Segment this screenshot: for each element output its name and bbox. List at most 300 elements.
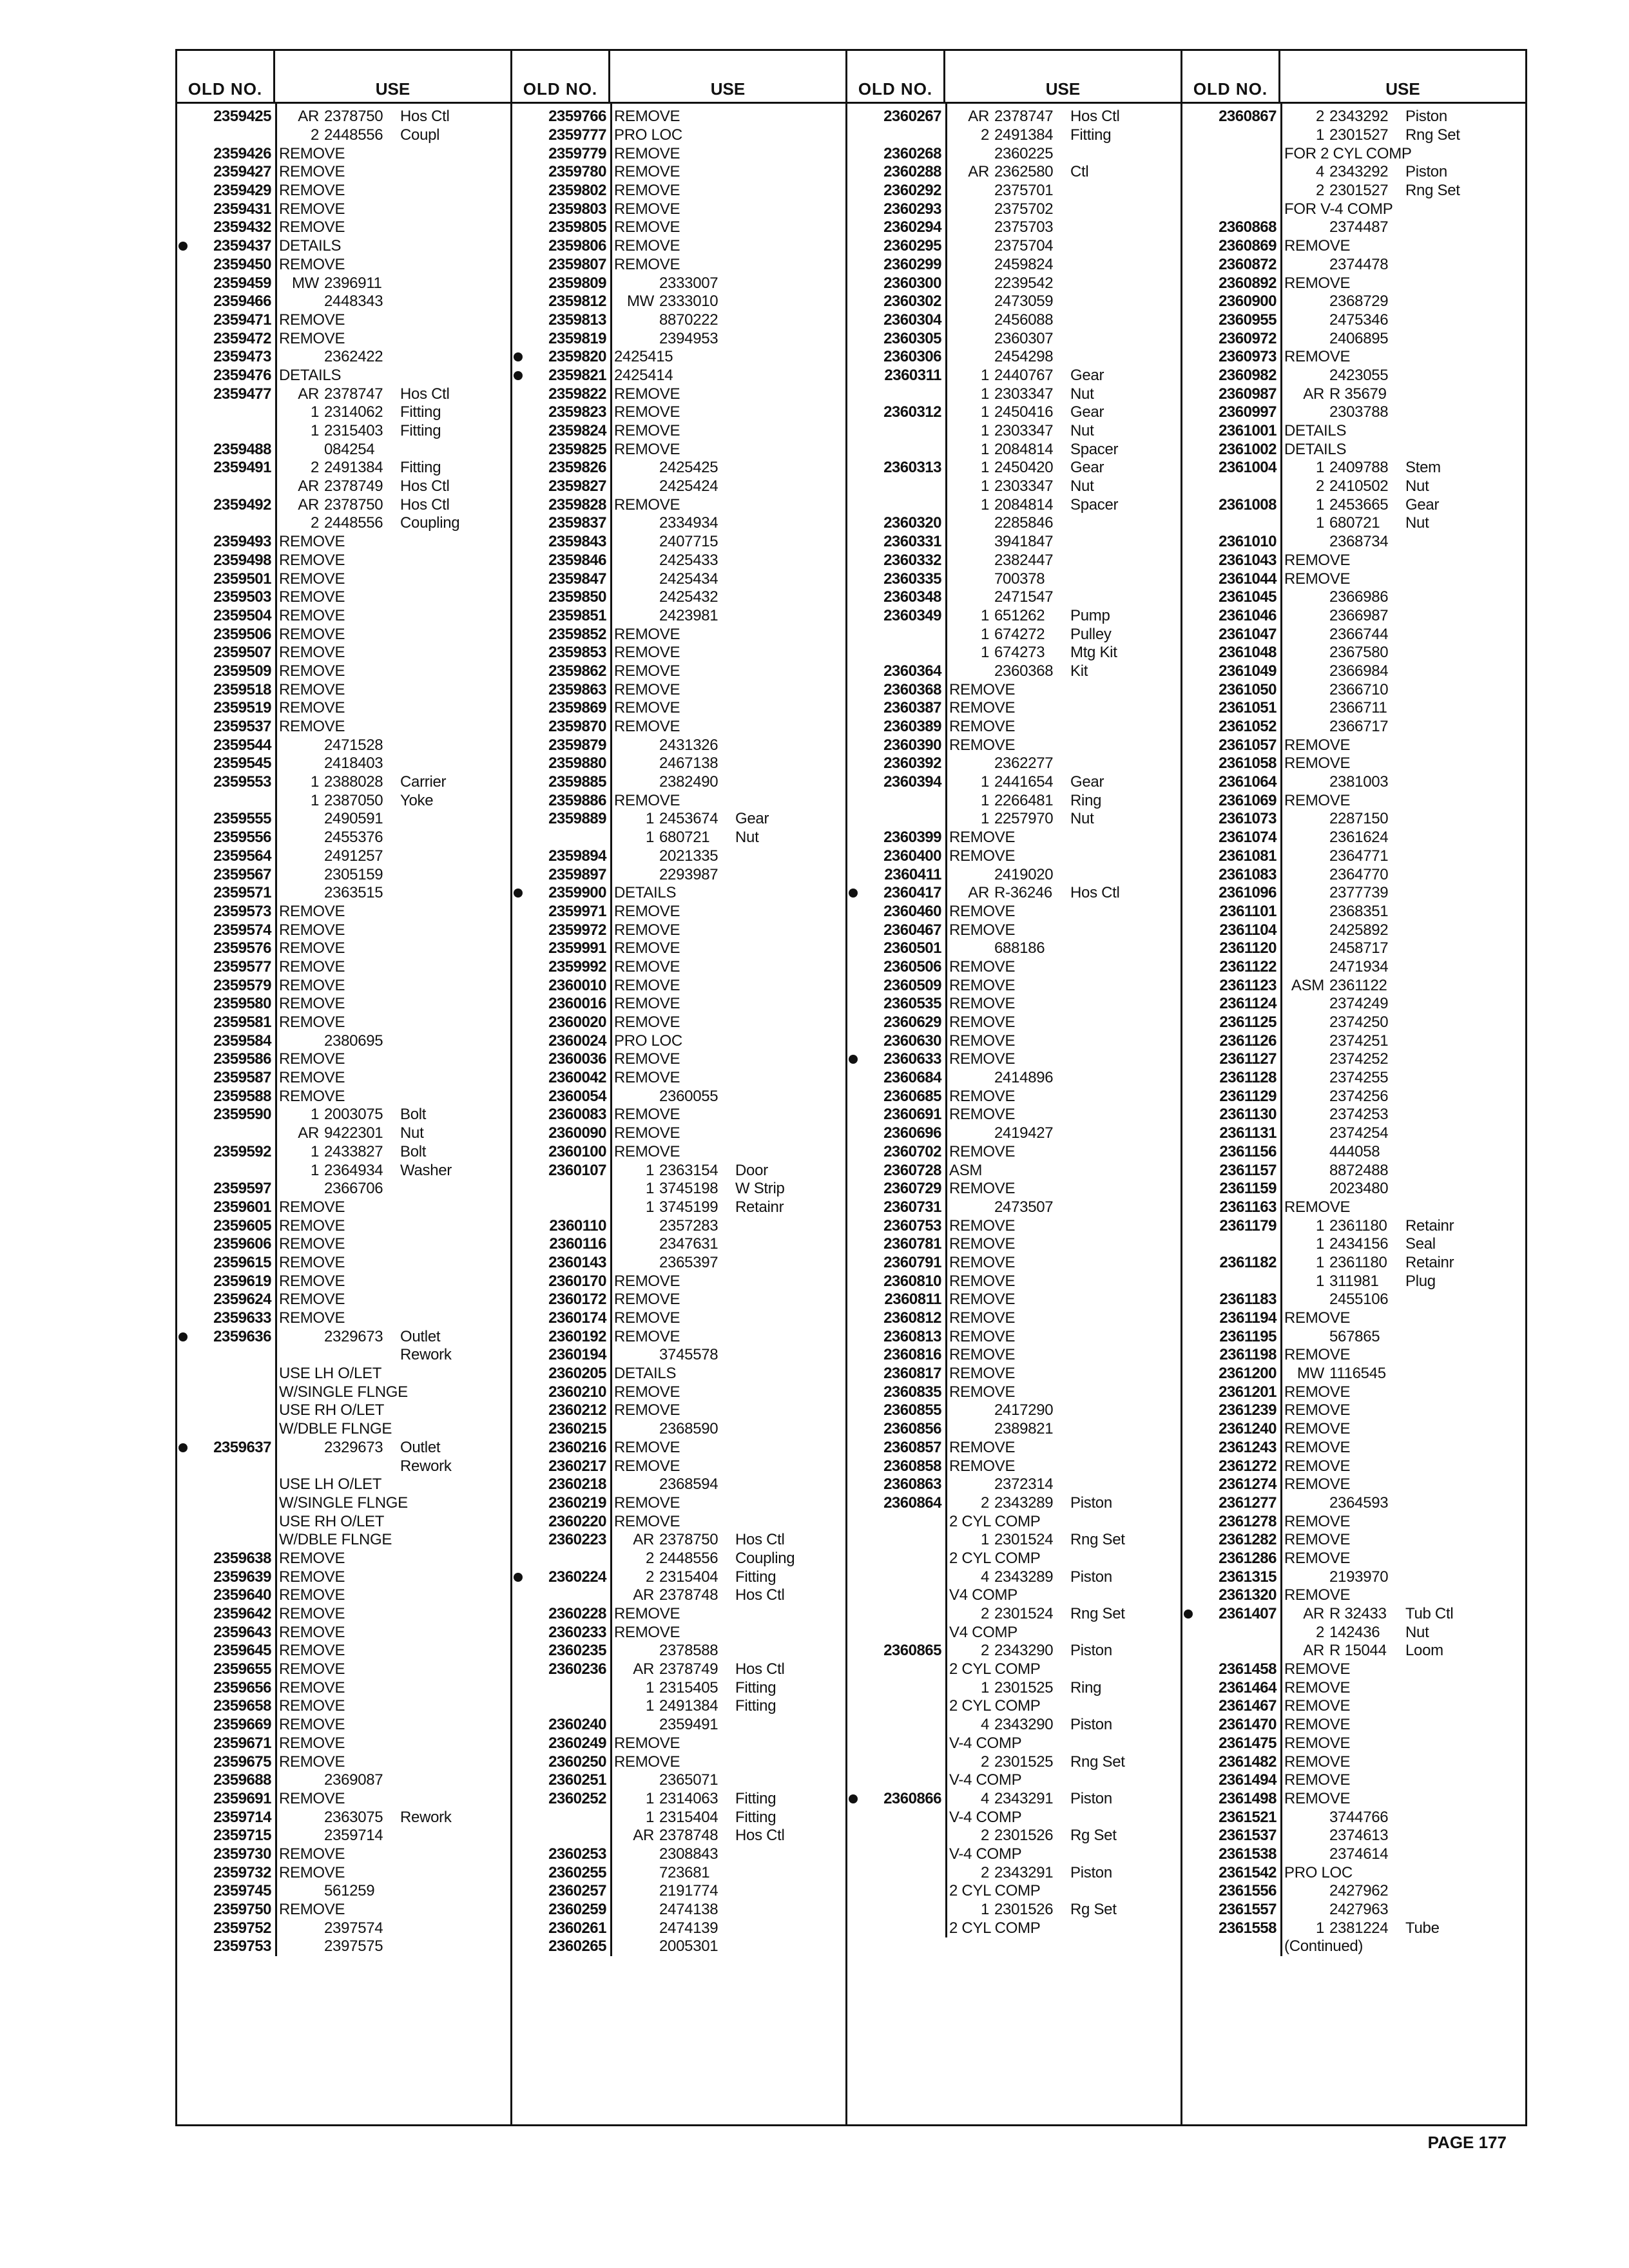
use-cell	[945, 182, 1181, 200]
part-number: 2285846	[994, 514, 1054, 532]
table-row	[512, 995, 845, 1014]
use-text: 2 CYL COMP	[949, 1660, 1041, 1678]
part-number: 311981	[1329, 1272, 1379, 1290]
part-number: 2431326	[659, 736, 718, 754]
table-row	[847, 718, 1181, 736]
use-cell	[275, 126, 510, 144]
bullet-icon	[514, 371, 523, 380]
quantity	[279, 1919, 324, 1937]
table-row	[512, 533, 845, 552]
part-number: 2361180	[1329, 1216, 1387, 1235]
old-number	[512, 145, 610, 163]
old-number-text: 2360684	[883, 1069, 941, 1087]
table-column-2	[512, 51, 847, 2124]
quantity	[949, 939, 994, 957]
part-number: 2301526	[994, 1901, 1054, 1919]
old-number	[512, 884, 610, 902]
use-cell	[1280, 1531, 1525, 1549]
old-number	[512, 1365, 610, 1383]
old-number	[177, 1273, 275, 1291]
table-row	[512, 1531, 845, 1550]
table-row	[512, 903, 845, 921]
part-number: 2315403	[324, 422, 383, 440]
use-text: REMOVE	[614, 1069, 680, 1087]
quantity	[279, 884, 324, 902]
table-row	[847, 1439, 1181, 1457]
part-number: 2359491	[659, 1716, 718, 1734]
table-row	[512, 144, 845, 163]
bullet-icon	[1184, 1610, 1193, 1619]
quantity: 1	[980, 625, 989, 643]
old-number	[177, 330, 275, 348]
part-number: 2084814	[994, 440, 1054, 458]
use-cell	[1280, 1771, 1525, 1789]
table-row	[1182, 976, 1525, 995]
table-row	[177, 1882, 510, 1901]
use-text: REMOVE	[614, 699, 680, 717]
old-number-text: 2361521	[1219, 1808, 1277, 1826]
use-cell	[945, 1790, 1181, 1808]
use-text: REMOVE	[949, 1087, 1016, 1105]
table-row	[1182, 182, 1525, 200]
part-description: Fitting	[735, 1678, 776, 1696]
old-number-text: 2360313	[883, 459, 941, 477]
part-number: 2378748	[659, 1827, 718, 1845]
old-number	[1182, 1716, 1280, 1734]
quantity	[1284, 1050, 1329, 1068]
table-row	[177, 144, 510, 163]
old-number	[512, 1790, 610, 1808]
use-cell	[945, 293, 1181, 311]
use-cell	[610, 903, 845, 921]
old-number-text: 2360973	[1219, 348, 1277, 366]
old-number	[1182, 1106, 1280, 1124]
table-row	[1182, 329, 1525, 348]
table-row	[847, 367, 1181, 385]
use-text: REMOVE	[614, 662, 680, 680]
use-text: 2425415	[614, 348, 673, 366]
old-number-text: 2361048	[1219, 644, 1277, 662]
table-row	[847, 1216, 1181, 1235]
old-number	[177, 1882, 275, 1900]
old-number	[177, 1309, 275, 1327]
quantity	[279, 1346, 324, 1364]
part-description: Outlet	[400, 1438, 441, 1456]
use-cell	[275, 348, 510, 366]
old-number-text: 2359501	[213, 570, 271, 588]
table-row	[177, 533, 510, 552]
old-number-text: 2361557	[1219, 1901, 1277, 1919]
use-cell	[275, 718, 510, 736]
table-row	[1182, 1568, 1525, 1586]
old-number	[847, 533, 945, 551]
table-row	[512, 108, 845, 126]
old-number	[177, 1550, 275, 1568]
table-row	[1182, 533, 1525, 552]
part-number: 2374253	[1329, 1106, 1389, 1124]
use-cell	[610, 644, 845, 662]
old-number-text: 2361239	[1219, 1401, 1277, 1419]
table-row	[847, 1254, 1181, 1273]
use-cell	[945, 829, 1181, 847]
use-cell	[1280, 1346, 1525, 1364]
use-text: REMOVE	[1284, 570, 1351, 588]
old-number-text: 2360857	[883, 1438, 941, 1456]
old-number-text: 2360728	[883, 1161, 941, 1179]
use-cell	[945, 792, 1181, 810]
use-text: REMOVE	[279, 921, 345, 939]
use-cell	[610, 1809, 845, 1827]
table-row	[1182, 644, 1525, 662]
use-text: REMOVE	[279, 1753, 345, 1771]
table-row	[177, 477, 510, 496]
part-number: 2448343	[324, 293, 383, 311]
old-number	[1182, 330, 1280, 348]
table-row	[177, 1623, 510, 1642]
table-row	[1182, 1863, 1525, 1882]
old-number	[512, 1291, 610, 1309]
use-cell	[1280, 1660, 1525, 1678]
use-cell	[945, 1050, 1181, 1068]
use-cell	[945, 1660, 1181, 1678]
table-row	[847, 237, 1181, 256]
old-number-text: 2361049	[1219, 662, 1277, 680]
old-number	[512, 644, 610, 662]
table-row	[512, 348, 845, 367]
part-number: 3745198	[659, 1180, 718, 1198]
old-number	[847, 958, 945, 976]
table-row	[512, 495, 845, 514]
quantity: 1	[310, 403, 319, 421]
part-description: Retainr	[1405, 1216, 1454, 1235]
use-cell	[275, 1771, 510, 1789]
old-number	[512, 218, 610, 236]
use-cell	[610, 403, 845, 421]
use-text: REMOVE	[279, 255, 345, 273]
quantity: AR	[633, 1586, 654, 1604]
old-number	[512, 1901, 610, 1919]
old-number-text: 2360090	[548, 1124, 606, 1142]
old-number-text: 2359643	[213, 1623, 271, 1641]
table-row	[847, 1383, 1181, 1401]
use-text: REMOVE	[279, 1697, 345, 1715]
old-number	[512, 570, 610, 588]
table-row	[1182, 1365, 1525, 1383]
part-description: Coupl	[400, 126, 440, 144]
use-cell	[610, 145, 845, 163]
use-cell	[610, 293, 845, 311]
quantity: 2	[310, 514, 319, 532]
use-text: REMOVE	[614, 902, 680, 920]
table-row	[847, 1014, 1181, 1032]
quantity: 2	[980, 1642, 989, 1660]
use-cell	[275, 662, 510, 680]
column-header	[512, 51, 845, 104]
quantity	[1284, 662, 1329, 680]
old-number	[847, 552, 945, 570]
quantity	[1284, 330, 1329, 348]
old-number-text: 2361051	[1219, 699, 1277, 717]
part-number: 2363515	[324, 884, 383, 902]
old-number	[512, 182, 610, 200]
use-text: REMOVE	[614, 1734, 680, 1752]
use-cell	[610, 977, 845, 995]
old-number	[1182, 1365, 1280, 1383]
use-cell	[275, 607, 510, 625]
part-description: Spacer	[1070, 440, 1119, 458]
table-row	[177, 1586, 510, 1605]
quantity	[949, 1401, 994, 1419]
table-row	[847, 791, 1181, 810]
use-cell	[945, 274, 1181, 293]
old-number-text: 2359824	[548, 422, 606, 440]
use-cell	[275, 385, 510, 403]
part-number: 2441654	[994, 773, 1054, 791]
part-number: 2471934	[1329, 957, 1389, 975]
table-row	[177, 921, 510, 939]
old-number	[512, 1143, 610, 1161]
old-number-text: 2361074	[1219, 829, 1277, 847]
old-number-text: 2359432	[213, 218, 271, 236]
quantity	[279, 1771, 324, 1789]
old-number	[1182, 1439, 1280, 1457]
use-text: REMOVE	[279, 995, 345, 1013]
table-row	[1182, 736, 1525, 754]
use-text: REMOVE	[614, 1401, 680, 1419]
use-text: REMOVE	[279, 1660, 345, 1678]
use-cell	[1280, 1217, 1525, 1235]
quantity	[279, 1439, 324, 1457]
old-number	[177, 274, 275, 293]
part-description: Fitting	[400, 459, 441, 477]
quantity	[1284, 1494, 1329, 1512]
old-no-header: OLD NO.	[177, 51, 275, 102]
old-number	[847, 699, 945, 717]
part-description: Carrier	[400, 773, 447, 791]
part-description: Retainr	[735, 1198, 784, 1216]
part-description: Outlet	[400, 1327, 441, 1345]
part-number: 2382490	[659, 773, 718, 791]
old-number	[1182, 1401, 1280, 1419]
old-number-text: 2359636	[213, 1327, 271, 1345]
old-number-text: 2359615	[213, 1253, 271, 1271]
table-row	[847, 1124, 1181, 1143]
table-row	[1182, 1808, 1525, 1827]
part-number: 2374478	[1329, 255, 1389, 273]
use-cell	[610, 995, 845, 1013]
table-row	[177, 976, 510, 995]
use-cell	[275, 1624, 510, 1642]
table-row	[1182, 1050, 1525, 1069]
old-number	[1182, 1550, 1280, 1568]
table-row	[512, 1494, 845, 1513]
use-cell	[610, 1217, 845, 1235]
use-cell	[610, 847, 845, 865]
use-cell	[945, 958, 1181, 976]
table-row	[177, 699, 510, 718]
old-number	[1182, 293, 1280, 311]
table-row	[847, 865, 1181, 884]
old-number-text: 2361320	[1219, 1586, 1277, 1604]
table-row	[512, 440, 845, 459]
use-cell	[1280, 182, 1525, 200]
old-number-text: 2359843	[548, 533, 606, 551]
part-number: 2406895	[1329, 329, 1389, 347]
use-cell	[275, 1235, 510, 1253]
use-cell	[1280, 1235, 1525, 1253]
quantity	[949, 1198, 994, 1216]
old-number-text: 2361243	[1219, 1438, 1277, 1456]
use-cell	[1280, 644, 1525, 662]
old-number	[847, 1457, 945, 1475]
old-number	[512, 607, 610, 625]
use-text: REMOVE	[614, 1106, 680, 1124]
part-description: Hos Ctl	[1070, 884, 1120, 902]
old-number-text: 2360293	[883, 200, 941, 218]
old-number-text: 2361096	[1219, 884, 1277, 902]
quantity: MW	[1296, 1365, 1324, 1383]
old-number	[1182, 108, 1280, 126]
old-number-text: 2360955	[1219, 311, 1277, 329]
use-text: REMOVE	[279, 218, 345, 236]
part-number: 2301524	[994, 1605, 1054, 1623]
use-text: FOR V-4 COMP	[1284, 200, 1393, 218]
part-number: 2372314	[994, 1475, 1054, 1494]
quantity	[279, 293, 324, 311]
part-description: Gear	[1070, 773, 1104, 791]
part-number: 142436	[1329, 1623, 1380, 1641]
old-number	[1182, 754, 1280, 773]
old-number-text: 2360320	[883, 514, 941, 532]
old-number	[512, 626, 610, 644]
use-cell	[1280, 218, 1525, 236]
old-number-text: 2360255	[548, 1863, 606, 1881]
old-number	[512, 995, 610, 1013]
use-cell	[1280, 1605, 1525, 1623]
old-number-text: 2359753	[213, 1937, 271, 1956]
table-row	[847, 459, 1181, 477]
old-number	[1182, 1586, 1280, 1604]
use-text: REMOVE	[949, 902, 1016, 920]
old-number	[512, 1050, 610, 1068]
use-text: REMOVE	[279, 1568, 345, 1586]
use-text: REMOVE	[614, 255, 680, 273]
table-row	[177, 1161, 510, 1180]
old-number-text: 2359897	[548, 865, 606, 883]
quantity	[614, 1771, 659, 1789]
use-cell	[275, 477, 510, 495]
use-cell	[1280, 1143, 1525, 1161]
old-number	[847, 773, 945, 791]
use-cell	[610, 1494, 845, 1512]
table-row	[512, 126, 845, 145]
table-row	[847, 1605, 1181, 1624]
old-number	[847, 1069, 945, 1087]
table-row	[177, 1697, 510, 1716]
old-number	[1182, 1864, 1280, 1882]
quantity	[279, 1882, 324, 1900]
quantity: AR	[633, 1827, 654, 1845]
part-number: 2455376	[324, 829, 383, 847]
use-text: REMOVE	[279, 1678, 345, 1696]
part-number: 2387050	[324, 791, 383, 809]
old-number	[177, 163, 275, 181]
use-cell	[945, 218, 1181, 236]
table-row	[1182, 1420, 1525, 1439]
table-row	[512, 293, 845, 311]
use-text: REMOVE	[279, 200, 345, 218]
old-number-text: 2360110	[549, 1216, 606, 1235]
old-number	[1182, 792, 1280, 810]
use-cell	[1280, 1254, 1525, 1272]
old-number	[177, 718, 275, 736]
use-cell	[610, 1845, 845, 1863]
use-cell	[1280, 829, 1525, 847]
use-cell	[275, 1088, 510, 1106]
old-number	[177, 1735, 275, 1753]
table-row	[847, 422, 1181, 441]
part-number: 2410502	[1329, 477, 1389, 495]
use-cell	[610, 1254, 845, 1272]
old-number-text: 2359588	[213, 1087, 271, 1105]
table-row	[847, 514, 1181, 533]
old-number-text: 2360813	[883, 1327, 941, 1345]
old-number-text: 2361195	[1219, 1327, 1277, 1345]
table-row	[1182, 625, 1525, 644]
use-text: REMOVE	[1284, 1475, 1351, 1494]
part-number: 567865	[1329, 1327, 1380, 1345]
old-number	[512, 496, 610, 514]
use-cell	[1280, 773, 1525, 791]
old-number	[177, 1827, 275, 1845]
old-number-text: 2359745	[213, 1882, 271, 1900]
old-number	[1182, 1032, 1280, 1050]
table-row	[1182, 477, 1525, 496]
use-cell	[275, 1273, 510, 1291]
part-number: 723681	[659, 1863, 710, 1881]
part-description: Spacer	[1070, 495, 1119, 514]
quantity	[614, 1235, 659, 1253]
old-number	[847, 1088, 945, 1106]
quantity	[614, 1254, 659, 1272]
table-row	[177, 1678, 510, 1697]
table-row	[512, 865, 845, 884]
quantity	[949, 552, 994, 570]
table-row	[177, 1568, 510, 1586]
old-number-text: 2360288	[883, 163, 941, 181]
use-cell	[275, 939, 510, 957]
use-cell	[610, 626, 845, 644]
use-cell	[610, 1642, 845, 1660]
table-row	[1182, 903, 1525, 921]
use-text: REMOVE	[614, 995, 680, 1013]
old-number-text: 2360810	[883, 1272, 941, 1290]
use-cell	[945, 237, 1181, 255]
old-number-text: 2361083	[1219, 865, 1277, 883]
old-number-text: 2359777	[548, 126, 606, 144]
old-number-text: 2360170	[548, 1272, 606, 1290]
use-cell	[1280, 1475, 1525, 1494]
table-row	[1182, 958, 1525, 977]
part-description: Fitting	[1070, 126, 1112, 144]
use-cell	[275, 1919, 510, 1937]
use-text: REMOVE	[279, 1050, 345, 1068]
part-description: Ring	[1070, 1678, 1102, 1696]
use-text: REMOVE	[1284, 1678, 1351, 1696]
use-text: REMOVE	[279, 551, 345, 569]
use-cell	[945, 810, 1181, 828]
part-number: 2023480	[1329, 1180, 1389, 1198]
